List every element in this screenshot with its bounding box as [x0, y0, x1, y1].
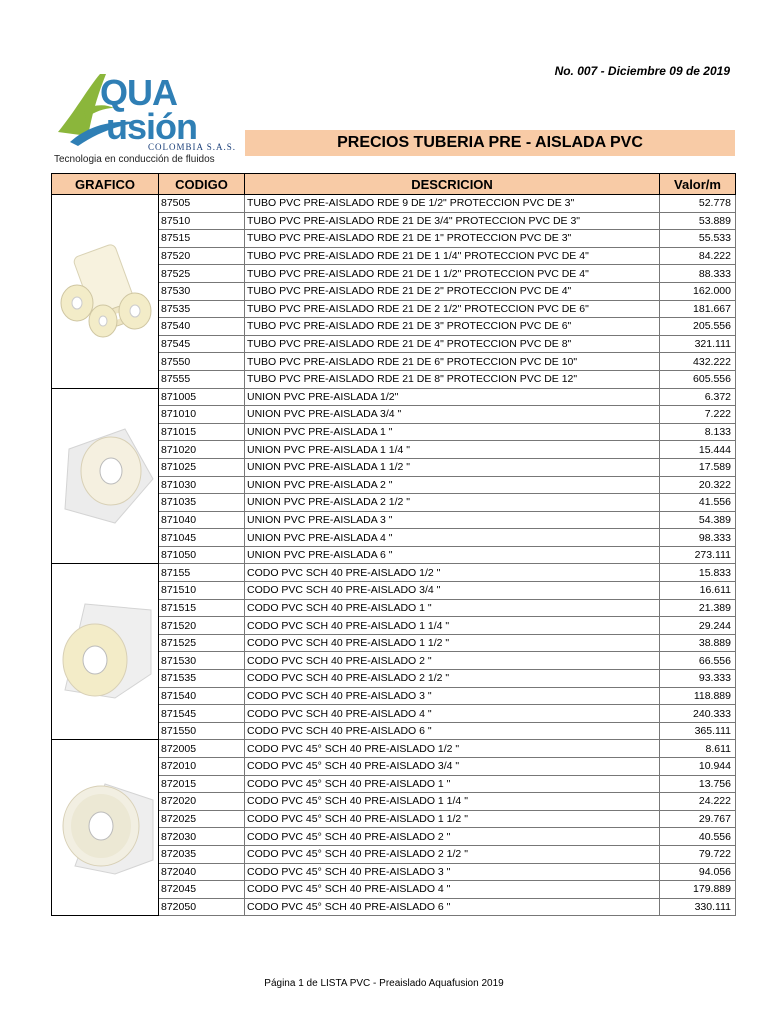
product-code: 871045 — [159, 529, 245, 547]
product-value: 8.133 — [660, 423, 736, 441]
header-valor: Valor/m — [660, 174, 736, 195]
header-descripcion: DESCRICION — [245, 174, 660, 195]
product-description: TUBO PVC PRE-AISLADO RDE 21 DE 2" PROTECCION PVC DE 4" — [245, 282, 660, 300]
product-description: CODO PVC SCH 40 PRE-AISLADO 2 1/2 " — [245, 670, 660, 688]
product-code: 871020 — [159, 441, 245, 459]
product-code: 87550 — [159, 353, 245, 371]
product-code: 871010 — [159, 406, 245, 424]
pvc-elbow-90-icon — [52, 564, 159, 740]
product-value: 7.222 — [660, 406, 736, 424]
product-description: CODO PVC 45° SCH 40 PRE-AISLADO 1 1/4 " — [245, 793, 660, 811]
product-code: 872035 — [159, 845, 245, 863]
product-code: 872005 — [159, 740, 245, 758]
product-description: CODO PVC 45° SCH 40 PRE-AISLADO 1 " — [245, 775, 660, 793]
product-description: CODO PVC 45° SCH 40 PRE-AISLADO 1/2 " — [245, 740, 660, 758]
page-footer: Página 1 de LISTA PVC - Preaislado Aquafusion 2019 — [264, 978, 504, 989]
product-value: 94.056 — [660, 863, 736, 881]
product-value: 6.372 — [660, 388, 736, 406]
product-description: UNION PVC PRE-AISLADA 3/4 " — [245, 406, 660, 424]
product-description: CODO PVC SCH 40 PRE-AISLADO 4 " — [245, 705, 660, 723]
product-value: 179.889 — [660, 881, 736, 899]
product-description: CODO PVC 45° SCH 40 PRE-AISLADO 1 1/2 " — [245, 810, 660, 828]
product-value: 162.000 — [660, 282, 736, 300]
product-description: CODO PVC 45° SCH 40 PRE-AISLADO 2 1/2 " — [245, 845, 660, 863]
product-code: 87510 — [159, 212, 245, 230]
product-code: 87535 — [159, 300, 245, 318]
product-description: UNION PVC PRE-AISLADA 6 " — [245, 546, 660, 564]
product-value: 21.389 — [660, 599, 736, 617]
product-value: 15.833 — [660, 564, 736, 582]
product-description: TUBO PVC PRE-AISLADO RDE 21 DE 1" PROTECCION PVC DE 3" — [245, 230, 660, 248]
product-code: 871535 — [159, 670, 245, 688]
product-value: 52.778 — [660, 195, 736, 213]
product-value: 15.444 — [660, 441, 736, 459]
product-value: 29.244 — [660, 617, 736, 635]
product-code: 871515 — [159, 599, 245, 617]
product-description: CODO PVC SCH 40 PRE-AISLADO 3 " — [245, 687, 660, 705]
document-number: No. 007 - Diciembre 09 de 2019 — [554, 64, 730, 78]
product-value: 181.667 — [660, 300, 736, 318]
product-code: 871530 — [159, 652, 245, 670]
pvc-union-icon — [52, 388, 159, 564]
product-code: 87525 — [159, 265, 245, 283]
product-code: 87540 — [159, 318, 245, 336]
product-description: UNION PVC PRE-AISLADA 1 " — [245, 423, 660, 441]
product-description: CODO PVC SCH 40 PRE-AISLADO 1/2 " — [245, 564, 660, 582]
product-description: CODO PVC 45° SCH 40 PRE-AISLADO 6 " — [245, 898, 660, 916]
product-code: 871540 — [159, 687, 245, 705]
pipe-rolls-icon — [52, 195, 159, 389]
logo-word-bottom: usión — [106, 106, 197, 147]
product-value: 29.767 — [660, 810, 736, 828]
product-description: TUBO PVC PRE-AISLADO RDE 21 DE 1 1/4" PROTECCION PVC DE 4" — [245, 247, 660, 265]
product-value: 240.333 — [660, 705, 736, 723]
product-value: 10.944 — [660, 758, 736, 776]
product-value: 40.556 — [660, 828, 736, 846]
table-body — [52, 195, 736, 916]
product-description: TUBO PVC PRE-AISLADO RDE 21 DE 6" PROTECCION PVC DE 10" — [245, 353, 660, 371]
product-description: UNION PVC PRE-AISLADA 4 " — [245, 529, 660, 547]
product-code: 871525 — [159, 634, 245, 652]
product-code: 871025 — [159, 458, 245, 476]
product-code: 87515 — [159, 230, 245, 248]
product-code: 871035 — [159, 494, 245, 512]
page-title: PRECIOS TUBERIA PRE - AISLADA PVC — [245, 130, 735, 156]
product-value: 17.589 — [660, 458, 736, 476]
product-value: 432.222 — [660, 353, 736, 371]
product-value: 66.556 — [660, 652, 736, 670]
logo-company: COLOMBIA S.A.S. — [148, 142, 237, 152]
table-row — [52, 740, 736, 758]
product-value: 53.889 — [660, 212, 736, 230]
aquafusion-logo — [48, 70, 248, 166]
product-description: CODO PVC SCH 40 PRE-AISLADO 2 " — [245, 652, 660, 670]
product-code: 871015 — [159, 423, 245, 441]
price-table — [51, 173, 736, 916]
product-value: 88.333 — [660, 265, 736, 283]
product-code: 871050 — [159, 546, 245, 564]
product-code: 871040 — [159, 511, 245, 529]
product-description: TUBO PVC PRE-AISLADO RDE 21 DE 8" PROTECCION PVC DE 12" — [245, 370, 660, 388]
table-header-row — [52, 174, 736, 195]
product-code: 87530 — [159, 282, 245, 300]
product-value: 8.611 — [660, 740, 736, 758]
header-codigo: CODIGO — [159, 174, 245, 195]
product-value: 79.722 — [660, 845, 736, 863]
product-description: UNION PVC PRE-AISLADA 1/2" — [245, 388, 660, 406]
product-code: 872050 — [159, 898, 245, 916]
product-code: 871545 — [159, 705, 245, 723]
product-code: 872010 — [159, 758, 245, 776]
product-code: 872030 — [159, 828, 245, 846]
product-value: 24.222 — [660, 793, 736, 811]
product-value: 16.611 — [660, 582, 736, 600]
table-row — [52, 195, 736, 213]
product-description: CODO PVC SCH 40 PRE-AISLADO 1 " — [245, 599, 660, 617]
logo-word-top: QUA — [100, 72, 177, 113]
product-description: TUBO PVC PRE-AISLADO RDE 21 DE 4" PROTECCION PVC DE 8" — [245, 335, 660, 353]
product-code: 872025 — [159, 810, 245, 828]
product-value: 93.333 — [660, 670, 736, 688]
product-code: 87545 — [159, 335, 245, 353]
product-code: 87555 — [159, 370, 245, 388]
product-code: 871520 — [159, 617, 245, 635]
product-description: TUBO PVC PRE-AISLADO RDE 21 DE 1 1/2" PROTECCION PVC DE 4" — [245, 265, 660, 283]
product-value: 54.389 — [660, 511, 736, 529]
product-description: CODO PVC SCH 40 PRE-AISLADO 3/4 " — [245, 582, 660, 600]
product-description: UNION PVC PRE-AISLADA 2 " — [245, 476, 660, 494]
product-description: UNION PVC PRE-AISLADA 1 1/4 " — [245, 441, 660, 459]
product-value: 205.556 — [660, 318, 736, 336]
product-description: TUBO PVC PRE-AISLADO RDE 9 DE 1/2" PROTECCION PVC DE 3" — [245, 195, 660, 213]
pvc-elbow-45-icon — [52, 740, 159, 916]
product-code: 87520 — [159, 247, 245, 265]
product-code: 871550 — [159, 722, 245, 740]
product-description: CODO PVC SCH 40 PRE-AISLADO 1 1/4 " — [245, 617, 660, 635]
product-value: 98.333 — [660, 529, 736, 547]
product-code: 871510 — [159, 582, 245, 600]
table-row — [52, 388, 736, 406]
product-value: 321.111 — [660, 335, 736, 353]
product-value: 20.322 — [660, 476, 736, 494]
product-value: 38.889 — [660, 634, 736, 652]
product-description: UNION PVC PRE-AISLADA 1 1/2 " — [245, 458, 660, 476]
product-code: 872040 — [159, 863, 245, 881]
product-code: 87155 — [159, 564, 245, 582]
product-description: UNION PVC PRE-AISLADA 2 1/2 " — [245, 494, 660, 512]
header-grafico: GRAFICO — [52, 174, 159, 195]
product-code: 872020 — [159, 793, 245, 811]
product-description: TUBO PVC PRE-AISLADO RDE 21 DE 3" PROTECCION PVC DE 6" — [245, 318, 660, 336]
table-row — [52, 564, 736, 582]
product-code: 871005 — [159, 388, 245, 406]
product-value: 41.556 — [660, 494, 736, 512]
product-value: 55.533 — [660, 230, 736, 248]
product-description: TUBO PVC PRE-AISLADO RDE 21 DE 3/4" PROTECCION PVC DE 3" — [245, 212, 660, 230]
product-description: UNION PVC PRE-AISLADA 3 " — [245, 511, 660, 529]
product-description: TUBO PVC PRE-AISLADO RDE 21 DE 2 1/2" PROTECCION PVC DE 6" — [245, 300, 660, 318]
product-value: 13.756 — [660, 775, 736, 793]
product-description: CODO PVC SCH 40 PRE-AISLADO 6 " — [245, 722, 660, 740]
product-code: 872015 — [159, 775, 245, 793]
product-value: 84.222 — [660, 247, 736, 265]
product-value: 365.111 — [660, 722, 736, 740]
logo-tagline: Tecnologia en conducción de fluidos — [54, 154, 215, 165]
product-code: 87505 — [159, 195, 245, 213]
product-code: 872045 — [159, 881, 245, 899]
product-description: CODO PVC SCH 40 PRE-AISLADO 1 1/2 " — [245, 634, 660, 652]
product-description: CODO PVC 45° SCH 40 PRE-AISLADO 2 " — [245, 828, 660, 846]
product-description: CODO PVC 45° SCH 40 PRE-AISLADO 3/4 " — [245, 758, 660, 776]
product-description: CODO PVC 45° SCH 40 PRE-AISLADO 3 " — [245, 863, 660, 881]
product-value: 273.111 — [660, 546, 736, 564]
product-value: 118.889 — [660, 687, 736, 705]
product-code: 871030 — [159, 476, 245, 494]
product-description: CODO PVC 45° SCH 40 PRE-AISLADO 4 " — [245, 881, 660, 899]
product-value: 605.556 — [660, 370, 736, 388]
product-value: 330.111 — [660, 898, 736, 916]
